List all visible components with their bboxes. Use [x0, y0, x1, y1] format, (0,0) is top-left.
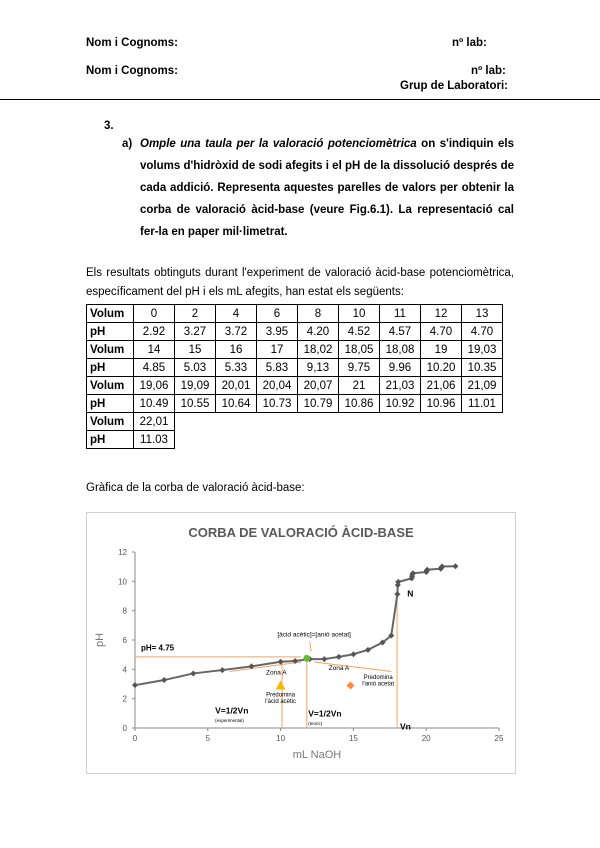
header-divider	[0, 99, 600, 100]
table-cell: 2.92	[134, 323, 175, 341]
v-half-theo-label: V=1/2Vn	[308, 708, 342, 719]
y-tick-label: 8	[122, 606, 127, 616]
data-point-marker	[278, 659, 284, 665]
chart-title: CORBA DE VALORACIÓ ÀCID-BASE	[188, 525, 414, 540]
row-header: Volum	[87, 377, 134, 395]
table-cell: 3.27	[175, 323, 216, 341]
y-tick-label: 6	[122, 636, 127, 645]
table-cell: 11.03	[134, 431, 175, 449]
table-cell: 21,09	[462, 377, 503, 395]
table-cell: 18,05	[339, 341, 380, 359]
table-cell: 10.73	[257, 395, 298, 413]
v-half-exp-label: V=1/2Vn	[215, 705, 249, 716]
predomina-acid-label-1: Predomina	[266, 692, 296, 699]
table-cell: 10.92	[380, 395, 421, 413]
lab-group-label: Grup de Laboratori:	[400, 80, 508, 92]
equality-annotation: [àcid acètic]=[anió acetat]	[277, 631, 351, 639]
table-cell: 5.83	[257, 359, 298, 377]
table-cell: 10.86	[339, 395, 380, 413]
question-number: 3.	[104, 120, 114, 132]
chart-container	[86, 512, 516, 774]
table-row	[87, 323, 503, 341]
data-point-marker	[336, 654, 342, 660]
item-letter: a)	[122, 138, 133, 150]
row-header: pH	[87, 395, 134, 413]
table-cell: 10.64	[216, 395, 257, 413]
half-equivalence-point	[303, 655, 310, 662]
x-axis-label: mL NaOH	[292, 749, 342, 761]
x-tick-label: 15	[348, 734, 358, 743]
row-header: Volum	[87, 305, 134, 323]
table-cell: 4.85	[134, 359, 175, 377]
y-tick-label: 10	[118, 577, 127, 587]
table-cell: 10.79	[298, 395, 339, 413]
table-row	[87, 431, 503, 449]
x-tick-label: 0	[132, 734, 138, 743]
table-row	[87, 395, 503, 413]
x-tick-label: 10	[276, 734, 286, 743]
table-cell: 11.01	[462, 395, 503, 413]
table-cell: 19	[421, 341, 462, 359]
table-row	[87, 359, 503, 377]
table-cell: 4.70	[421, 323, 462, 341]
table-cell: 4.70	[462, 323, 503, 341]
item-emphasis: Omple una taula per la valoració potenciomètrica	[140, 138, 417, 150]
results-table	[86, 304, 503, 449]
table-cell: 14	[134, 341, 175, 359]
table-row	[87, 341, 503, 359]
table-cell: 2	[175, 305, 216, 323]
row-header: pH	[87, 323, 134, 341]
data-point-marker	[132, 682, 138, 688]
data-point-marker	[190, 670, 196, 676]
x-tick-label: 5	[205, 734, 211, 743]
table-cell: 22,01	[134, 413, 175, 431]
table-cell: 19,09	[175, 377, 216, 395]
ph-annotation: pH= 4.75	[141, 643, 175, 653]
data-point-marker	[161, 677, 167, 683]
results-intro: Els resultats obtinguts durant l'experiment de valoració àcid-base potenciomètrica, específicament del pH i els mL afegits, han estat els següents:	[86, 267, 514, 298]
data-point-marker	[394, 591, 400, 597]
table-cell: 21	[339, 377, 380, 395]
zone-a-right-label: Zona A	[328, 665, 350, 673]
lab-number-label-2: nº lab:	[471, 65, 506, 77]
table-cell: 3.95	[257, 323, 298, 341]
table-cell: 9.75	[339, 359, 380, 377]
table-cell: 21,06	[421, 377, 462, 395]
table-cell: 10.96	[421, 395, 462, 413]
y-tick-label: 2	[122, 694, 127, 704]
vn-label: Vn	[399, 721, 411, 732]
table-cell: 13	[462, 305, 503, 323]
y-tick-label: 4	[122, 665, 127, 675]
equality-pointer	[310, 641, 311, 651]
item-text: on s'indiquin els volums d'hidròxid de sodi afegits i el pH de la dissolució després de cada addició. Representa aquestes parelles de valors per obtenir la corba de valoració àcid-base (veure Fig.6.1). La representació cal fer-la en paper mil·limetrat.	[140, 138, 514, 238]
data-point-marker	[350, 651, 356, 657]
table-cell: 17	[257, 341, 298, 359]
table-cell: 6	[257, 305, 298, 323]
table-cell: 20,01	[216, 377, 257, 395]
table-cell: 10	[339, 305, 380, 323]
table-cell: 3.72	[216, 323, 257, 341]
row-header: pH	[87, 359, 134, 377]
x-tick-label: 20	[421, 734, 431, 743]
table-cell: 9,13	[298, 359, 339, 377]
table-cell: 16	[216, 341, 257, 359]
chart-caption: Gràfica de la corba de valoració àcid-base:	[86, 482, 305, 494]
table-cell: 20,04	[257, 377, 298, 395]
row-header: Volum	[87, 413, 134, 431]
table-cell: 11	[380, 305, 421, 323]
table-row	[87, 377, 503, 395]
table-cell: 9.96	[380, 359, 421, 377]
table-cell: 0	[134, 305, 175, 323]
zone-arrow-right	[314, 662, 391, 672]
table-cell: 4.57	[380, 323, 421, 341]
titration-curve	[135, 566, 455, 688]
y-axis-label: pH	[94, 632, 106, 648]
data-point-marker	[219, 667, 225, 673]
row-header: Volum	[87, 341, 134, 359]
table-cell: 12	[421, 305, 462, 323]
lab-number-label-1: nº lab:	[452, 37, 487, 49]
table-cell: 5.33	[216, 359, 257, 377]
predomina-anion-label-2: l'anió acetat	[362, 681, 395, 688]
table-cell: 18,02	[298, 341, 339, 359]
table-cell: 10.49	[134, 395, 175, 413]
table-cell: 8	[298, 305, 339, 323]
table-cell: 19,03	[462, 341, 503, 359]
table-cell: 4	[216, 305, 257, 323]
table-cell: 18,08	[380, 341, 421, 359]
y-tick-label: 0	[122, 724, 127, 733]
zone-a-left-label: Zona A	[266, 669, 287, 677]
table-cell: 5.03	[175, 359, 216, 377]
table-cell: 10.35	[462, 359, 503, 377]
table-cell: 21,03	[380, 377, 421, 395]
name-label-1: Nom i Cognoms:	[86, 37, 178, 49]
table-cell: 4.52	[339, 323, 380, 341]
equivalence-point-label: N	[407, 588, 414, 599]
question-item-a	[140, 133, 514, 243]
titration-chart	[87, 513, 515, 773]
table-cell: 19,06	[134, 377, 175, 395]
table-row	[87, 413, 503, 431]
predomina-acid-label-2: l'àcid acètic	[265, 699, 297, 706]
data-point-marker	[321, 656, 327, 662]
predomina-anion-label-1: Predomina	[363, 674, 393, 681]
row-header: pH	[87, 431, 134, 449]
x-tick-label: 25	[494, 734, 504, 743]
v-half-theo-sublabel: (teoric)	[308, 721, 323, 727]
data-point-marker	[452, 563, 458, 569]
table-row	[87, 305, 503, 323]
y-tick-label: 12	[118, 548, 127, 557]
table-cell: 15	[175, 341, 216, 359]
v-half-exp-sublabel: (experimental)	[215, 718, 244, 724]
table-cell: 20,07	[298, 377, 339, 395]
table-cell: 4.20	[298, 323, 339, 341]
acid-triangle-icon	[276, 680, 286, 689]
name-label-2: Nom i Cognoms:	[86, 65, 178, 77]
anion-diamond-icon	[346, 681, 354, 689]
table-cell: 10.55	[175, 395, 216, 413]
table-cell: 10.20	[421, 359, 462, 377]
